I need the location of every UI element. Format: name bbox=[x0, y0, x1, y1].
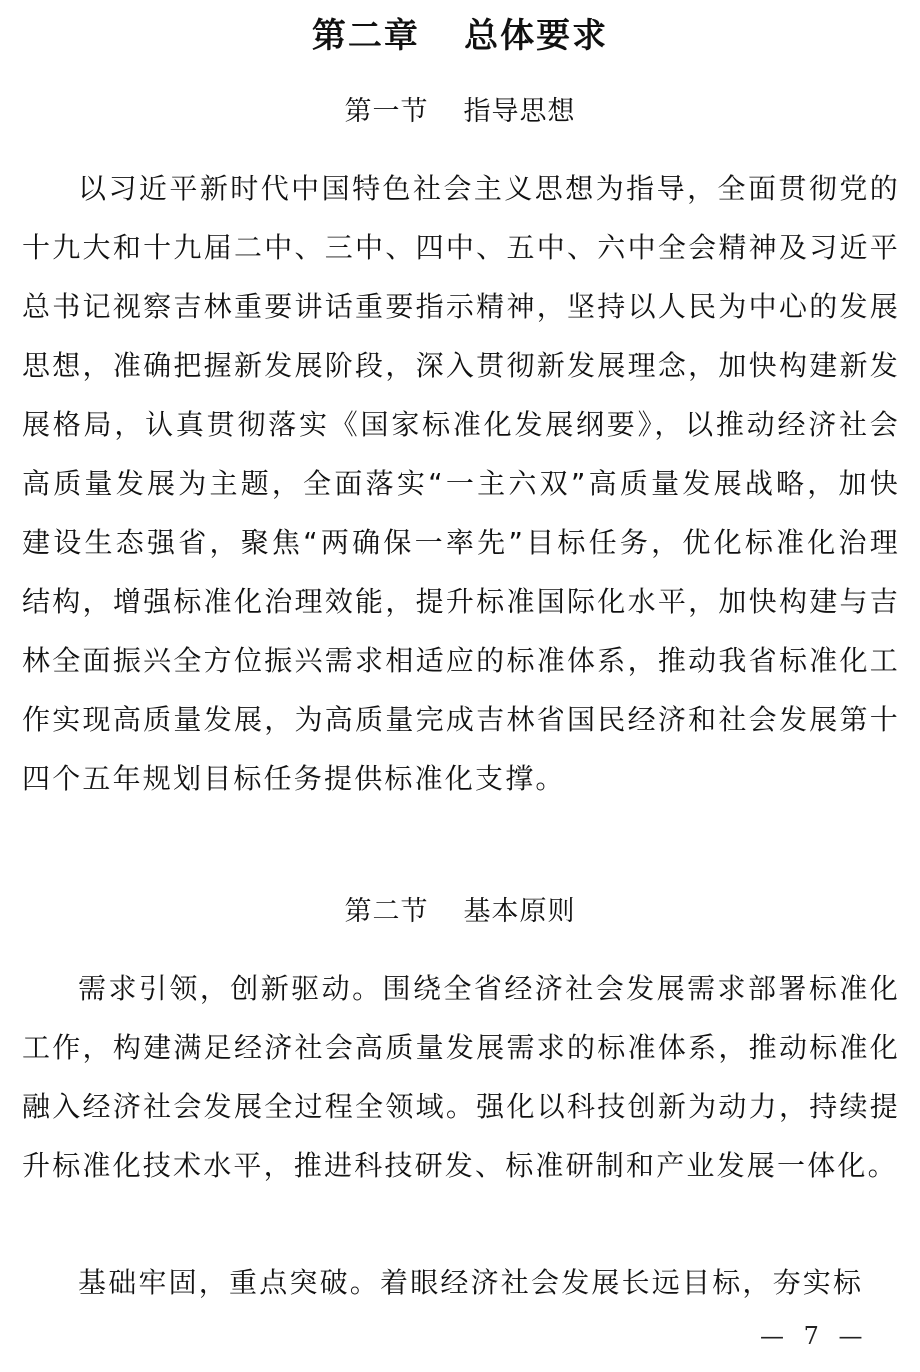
principle-paragraph-foundation: 基础牢固，重点突破。着眼经济社会发展长远目标，夯实标 bbox=[78, 1266, 864, 1299]
section-name: 基本原则 bbox=[463, 896, 576, 927]
section-title-guiding-ideology bbox=[0, 94, 920, 130]
page-number: — 7 — bbox=[760, 1322, 869, 1350]
section-title-basic-principles bbox=[0, 894, 920, 930]
guiding-ideology-paragraph: 以习近平新时代中国特色社会主义思想为指导，全面贯彻党的十九大和十九届二中、三中、四中、五中、六中全会精神及习近平总书记视察吉林重要讲话重要指示精神，坚持以人民为中心的发展思想，准确把握新发展阶段，深入贯彻新发展理念，加快构建新发展格局，认真贯彻落实《国家标准化发展纲要》，以推动经济社会高质量发展为主题，全面落实“一主六双”高质量发展战略，加快建设生态强省，聚焦“两确保一率先”目标任务，优化标准化治理结构，增强标准化治理效能，提升标准国际化水平，加快构建与吉林全面振兴全方位振兴需求相适应的标准体系，推动我省标准化工作实现高质量发展，为高质量完成吉林省国民经济和社会发展第十四个五年规划目标任务提供标准化支撑。 bbox=[22, 172, 900, 795]
principle-paragraph-demand-innovation: 需求引领，创新驱动。围绕全省经济社会发展需求部署标准化工作，构建满足经济社会高质量发展需求的标准体系，推动标准化融入经济社会发展全过程全领域。强化以科技创新为动力，持续提升标准化技术水平，推进科技研发、标准研制和产业发展一体化。 bbox=[22, 972, 900, 1182]
section-number: 第一节 bbox=[344, 96, 429, 127]
chapter-name: 总体要求 bbox=[464, 16, 609, 56]
section-name: 指导思想 bbox=[463, 96, 576, 127]
chapter-number: 第二章 bbox=[311, 16, 420, 56]
chapter-title bbox=[0, 14, 920, 58]
section-number: 第二节 bbox=[344, 896, 429, 927]
